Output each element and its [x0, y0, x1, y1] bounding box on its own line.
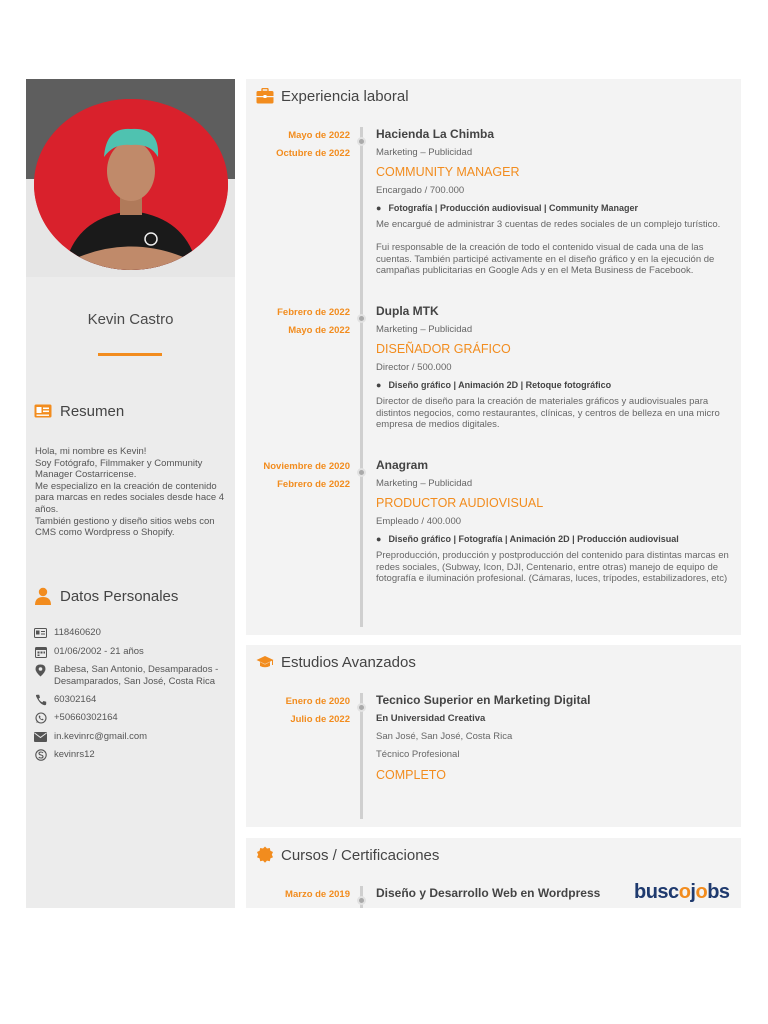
personal-id-value: 118460620	[54, 627, 101, 638]
graduation-cap-icon	[256, 653, 274, 671]
personal-id	[34, 627, 234, 639]
education-status: COMPLETO	[376, 768, 446, 782]
courses-heading-label: Cursos / Certificaciones	[281, 846, 440, 864]
description-paragraph: Director de diseño para la creación de materiales gráficos y audiovisuales para distintos negocios, como restaurantes, clínicas, y centros de belleza en una micro empresa de medios digitales.	[376, 396, 720, 431]
job-skills	[376, 379, 736, 391]
experience-dates	[246, 127, 350, 162]
timeline-dot	[357, 703, 366, 712]
job-level: Encargado / 700.000	[376, 185, 465, 196]
experience-content	[376, 127, 736, 277]
course-title: Diseño y Desarrollo Web en Wordpress	[376, 886, 601, 900]
personal-skype-value[interactable]: kevinrs12	[54, 749, 95, 760]
description-paragraph: Fui responsable de la creación de todo el contenido visual de cada una de las cuentas. También participé activamente en el diseño gráfico y en la ejecución de campañas publicitarias en Google Ads y en el Meta Business de Facebook.	[376, 242, 715, 277]
personal-birthdate-value: 01/06/2002 - 21 años	[54, 645, 144, 657]
end-date: Mayo de 2022	[288, 324, 350, 336]
description-paragraph: Preproducción, producción y postproducción del contenido para distintas marcas en redes sociales, (Subway, Icon, DJI, Centenario, entre otras) manejo de equipo de fotografía e iluminación profesional. (Cámaras, luces, trípodes, estabilizadores, etc)	[376, 550, 729, 585]
bullet-icon: ●	[376, 203, 382, 213]
summary-line: Me especializo en la creación de contenido para marcas en redes sociales desde hace 4 años.	[35, 480, 225, 515]
summary-line: También gestiono y diseño sitios webs con CMS como Wordpress o Shopify.	[35, 515, 215, 539]
profile-photo-illustration	[34, 99, 228, 270]
personal-details	[34, 627, 234, 768]
company-sector: Marketing – Publicidad	[376, 147, 473, 158]
end-date: Julio de 2022	[290, 713, 350, 725]
timeline-dot	[357, 314, 366, 323]
company-name: Anagram	[376, 458, 429, 472]
candidate-name: Kevin Castro	[87, 311, 174, 328]
start-date: Mayo de 2022	[288, 130, 350, 141]
personal-whatsapp-value[interactable]: +50660302164	[54, 712, 118, 723]
company-name: Dupla MTK	[376, 304, 439, 318]
start-date: Noviembre de 2020	[263, 461, 350, 472]
course-dates	[246, 886, 350, 904]
skills-text: Diseño gráfico | Fotografía | Animación 2D | Producción audiovisual	[388, 534, 679, 544]
timeline-dot	[357, 896, 366, 905]
education-content	[376, 693, 736, 783]
job-skills	[376, 533, 736, 545]
logo-text: j	[690, 881, 696, 903]
briefcase-icon	[256, 87, 274, 105]
skills-text: Fotografía | Producción audiovisual | Community Manager	[388, 203, 639, 213]
personal-email-value[interactable]: in.kevinrc@gmail.com	[54, 730, 148, 742]
experience-panel	[246, 79, 741, 635]
personal-birthdate	[34, 646, 234, 658]
personal-address	[34, 664, 234, 687]
personal-whatsapp	[34, 712, 234, 724]
experience-dates	[246, 304, 350, 339]
summary-line: Hola, mi nombre es Kevin!	[35, 446, 147, 457]
sidebar	[26, 79, 235, 908]
summary-heading	[34, 402, 124, 420]
personal-email	[34, 731, 234, 743]
logo-text: bs	[707, 881, 730, 903]
summary-line: Soy Fotógrafo, Filmmaker y Community Manager Costarricense.	[35, 457, 203, 481]
phone-icon	[34, 694, 47, 706]
profile-photo	[34, 99, 228, 270]
courses-heading	[256, 846, 439, 864]
education-panel	[246, 645, 741, 827]
skype-icon	[34, 749, 47, 761]
job-role: DISEÑADOR GRÁFICO	[376, 342, 511, 356]
job-description	[376, 396, 736, 431]
logo-text: busc	[634, 881, 679, 903]
summary-heading-label: Resumen	[60, 402, 125, 420]
degree-title: Tecnico Superior en Marketing Digital	[376, 693, 591, 707]
personal-heading	[34, 587, 178, 605]
job-role: PRODUCTOR AUDIOVISUAL	[376, 496, 544, 510]
institution: En Universidad Creativa	[376, 713, 486, 724]
timeline-dot	[357, 137, 366, 146]
start-date: Marzo de 2019	[285, 889, 350, 900]
timeline-dot	[357, 468, 366, 477]
experience-heading	[256, 87, 409, 105]
start-date: Febrero de 2022	[277, 307, 350, 318]
envelope-icon	[34, 731, 47, 743]
bullet-icon: ●	[376, 380, 382, 390]
education-level: Técnico Profesional	[376, 749, 460, 760]
id-card-icon	[34, 627, 47, 639]
education-heading	[256, 653, 416, 671]
buscojobs-logo	[634, 881, 730, 904]
personal-phone	[34, 694, 234, 706]
logo-text: o	[678, 881, 691, 903]
name-divider	[98, 353, 162, 356]
experience-content	[376, 458, 736, 585]
experience-dates	[246, 458, 350, 493]
company-sector: Marketing – Publicidad	[376, 478, 473, 489]
description-paragraph: Me encargué de administrar 3 cuentas de redes sociales de un complejo turístico.	[376, 219, 721, 230]
person-icon	[34, 587, 52, 605]
end-date: Febrero de 2022	[277, 478, 350, 490]
skills-text: Diseño gráfico | Animación 2D | Retoque fotográfico	[388, 380, 612, 390]
job-role: COMMUNITY MANAGER	[376, 165, 520, 179]
calendar-icon	[34, 646, 47, 658]
personal-skype	[34, 749, 234, 761]
logo-text: o	[695, 881, 708, 903]
end-date: Octubre de 2022	[276, 147, 350, 159]
job-description	[376, 219, 736, 277]
experience-timeline	[360, 127, 363, 627]
personal-phone-value[interactable]: 60302164	[54, 693, 97, 705]
education-heading-label: Estudios Avanzados	[281, 653, 416, 671]
certificate-badge-icon	[256, 846, 274, 864]
experience-heading-label: Experiencia laboral	[281, 87, 409, 105]
start-date: Enero de 2020	[285, 696, 350, 707]
personal-address-value: Babesa, San Antonio, Desamparados - Desamparados, San José, Costa Rica	[54, 664, 219, 687]
job-level: Empleado / 400.000	[376, 516, 462, 527]
job-description	[376, 550, 736, 585]
summary-text	[35, 446, 231, 539]
education-location: San José, San José, Costa Rica	[376, 731, 513, 742]
personal-heading-label: Datos Personales	[60, 587, 179, 605]
whatsapp-icon	[34, 712, 47, 724]
location-pin-icon	[34, 664, 47, 676]
job-level: Director / 500.000	[376, 362, 452, 373]
experience-content	[376, 304, 736, 431]
company-sector: Marketing – Publicidad	[376, 324, 473, 335]
job-skills	[376, 202, 736, 214]
bullet-icon: ●	[376, 534, 382, 544]
id-badge-icon	[34, 402, 52, 420]
company-name: Hacienda La Chimba	[376, 127, 495, 141]
education-dates	[246, 693, 350, 728]
